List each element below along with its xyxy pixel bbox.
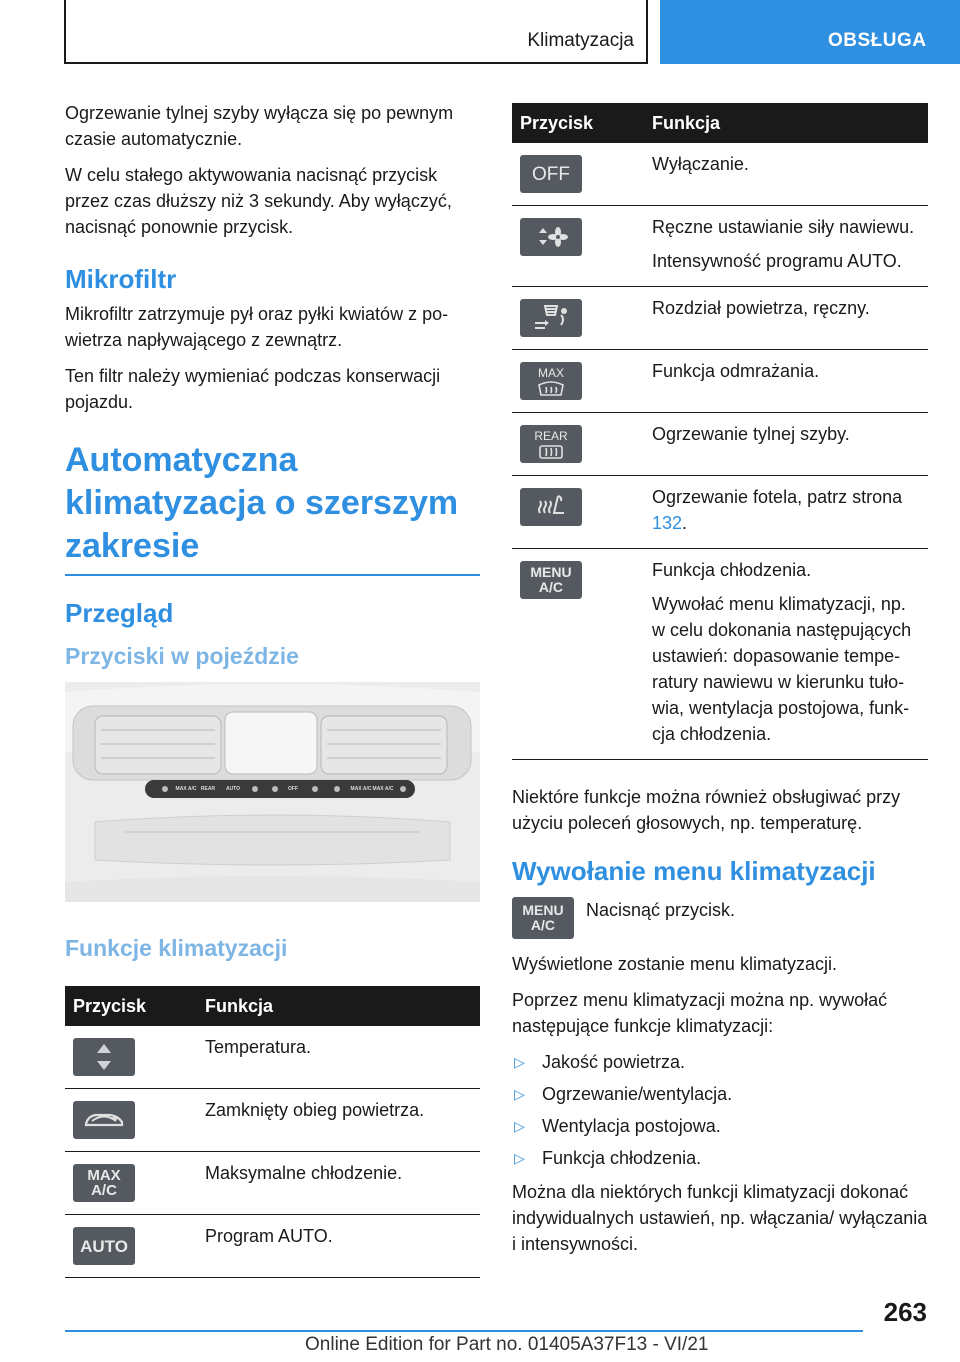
right-column: [512, 103, 928, 1267]
function-text: Ręczne ustawianie siły nawiewu.: [652, 217, 915, 237]
rear-defrost-label: REAR: [534, 428, 568, 443]
voice-control-note: Niektóre funkcje można również obsługiwać przy użyciu poleceń głosowych, np. temperaturę.: [512, 787, 901, 833]
air-distribution-icon: [520, 299, 582, 337]
chapter-tab-label: OBSŁUGA: [828, 30, 927, 51]
max-defrost-label: MAX: [537, 365, 564, 380]
function-text: Funkcja odmrażania.: [652, 361, 820, 381]
header-frame: [64, 0, 648, 64]
function-text: Temperatura.: [195, 1026, 480, 1089]
list-item-text: Funkcja chłodzenia.: [542, 1148, 702, 1168]
rear-window-permanent-text: W celu stałego aktywowania nacisnąć przycisk przez czas dłuższy niż 3 sekundy. Aby wyłączyć, nacisnąć ponownie przycisk.: [65, 165, 452, 237]
photo-label-5: MAX A/C: [372, 786, 394, 792]
functions-table-right: [512, 103, 928, 760]
rear-defrost-icon: [520, 425, 582, 463]
main-heading-rule: [65, 574, 480, 576]
microfilter-text-2: Ten filtr należy wymieniać podczas konserwacji pojazdu.: [65, 366, 441, 412]
max-defrost-icon: [520, 362, 582, 400]
press-button-row: [512, 897, 928, 939]
individual-settings-text: Można dla niektórych funkcji klimatyzacji dokonać indywidualnych ustawień, np. włączania/ wyłączania i intensywności.: [512, 1182, 928, 1254]
dashboard-photo: [65, 682, 480, 902]
bullet-triangle-icon: ▷: [514, 1118, 525, 1134]
table-row: [512, 476, 928, 549]
function-text: Rozdział powietrza, ręczny.: [652, 298, 870, 318]
bullet-triangle-icon: ▷: [514, 1086, 525, 1102]
main-heading: Automatyczna klimatyzacja o szerszym zakresie: [65, 441, 459, 565]
list-item: [512, 1113, 928, 1139]
photo-label-0: MAX A/C: [175, 786, 197, 792]
chapter-tab[interactable]: [660, 0, 960, 64]
press-button-text: Nacisnąć przycisk.: [586, 900, 736, 920]
function-text: Ogrzewanie tylnej szyby.: [652, 424, 850, 444]
table-row: [512, 206, 928, 287]
seat-heating-icon: [520, 488, 582, 526]
menu-ac-icon: MENU A/C: [512, 897, 574, 939]
function-text: Intensywność programu AUTO.: [652, 251, 902, 271]
list-item: [512, 1145, 928, 1171]
list-item-text: Wentylacja postojowa.: [542, 1116, 721, 1136]
page-ref-link[interactable]: 132: [652, 513, 683, 533]
photo-label-1: REAR: [200, 786, 216, 792]
function-text: Maksymalne chłodzenie.: [195, 1152, 480, 1215]
fan-icon: [520, 218, 582, 256]
bullet-triangle-icon: ▷: [514, 1150, 525, 1166]
seat-heating-text: Ogrzewanie fotela, patrz strona: [652, 487, 903, 507]
left-column: [65, 100, 480, 1278]
temperature-arrows-icon: [73, 1038, 135, 1076]
table-row: [512, 549, 928, 760]
menu-shown-text: Wyświetlone zostanie menu klimatyzacji.: [512, 954, 837, 974]
edition-note: Online Edition for Part no. 01405A37F13 - VI/21: [305, 1334, 709, 1355]
table-header-function: Funkcja: [195, 986, 480, 1026]
buttons-heading: Przyciski w pojeździe: [65, 643, 299, 669]
table-header-button: Przycisk: [512, 103, 642, 143]
page-number: 263: [883, 1297, 927, 1327]
via-menu-text: Poprzez menu klimatyzacji można np. wywołać następujące funkcje klimatyzacji:: [512, 990, 888, 1036]
function-text: Program AUTO.: [195, 1215, 480, 1278]
photo-label-3: OFF: [288, 786, 298, 792]
table-row: [65, 1215, 480, 1278]
footer-rule: [65, 1330, 863, 1332]
table-row: [512, 413, 928, 476]
list-item-text: Jakość powietrza.: [542, 1052, 686, 1072]
table-row: [512, 143, 928, 206]
rear-window-auto-off-text: Ogrzewanie tylnej szyby wyłącza się po pewnym czasie automatycznie.: [65, 103, 454, 149]
table-row: [65, 1089, 480, 1152]
table-row: [512, 350, 928, 413]
list-item-text: Ogrzewanie/wentylacja.: [542, 1084, 733, 1104]
list-item: [512, 1049, 928, 1075]
functions-heading: Funkcje klimatyzacji: [65, 935, 288, 961]
table-row: [512, 287, 928, 350]
section-title: Klimatyzacja: [527, 30, 634, 51]
bullet-triangle-icon: ▷: [514, 1054, 525, 1070]
call-menu-heading: Wywołanie menu klimatyzacji: [512, 856, 876, 886]
max-ac-icon: MAX A/C: [73, 1164, 135, 1202]
overview-heading: Przegląd: [65, 598, 174, 628]
microfilter-heading: Mikrofiltr: [65, 264, 177, 294]
function-text: Funkcja chłodzenia.: [652, 560, 812, 580]
functions-table-left: [65, 986, 480, 1278]
list-item: [512, 1081, 928, 1107]
seat-heating-suffix: .: [682, 513, 688, 533]
photo-label-4: MAX A/C: [350, 786, 372, 792]
table-row: [65, 1026, 480, 1089]
functions-list: [512, 1049, 928, 1171]
menu-ac-icon: MENU A/C: [520, 561, 582, 599]
function-text: Wyłączanie.: [652, 154, 749, 174]
function-text: Wywołać menu klimatyzacji, np. w celu dokonania następujących ustawień: dopasowanie temperatury nawiewu w kierunku tułowia, wentylacja postojowa, funkcja chłodzenia.: [652, 594, 912, 744]
auto-icon: AUTO: [73, 1227, 135, 1265]
function-text: [652, 484, 920, 536]
function-text: Zamknięty obieg powietrza.: [195, 1089, 480, 1152]
off-icon: OFF: [520, 155, 582, 193]
photo-label-2: AUTO: [225, 786, 241, 792]
microfilter-text-1: Mikrofiltr zatrzymuje pył oraz pyłki kwiatów z powietrza napływającego z zewnątrz.: [65, 304, 449, 350]
table-row: [65, 1152, 480, 1215]
table-header-function: Funkcja: [642, 103, 928, 143]
table-header-button: Przycisk: [65, 986, 195, 1026]
recirculation-car-icon: [73, 1101, 135, 1139]
